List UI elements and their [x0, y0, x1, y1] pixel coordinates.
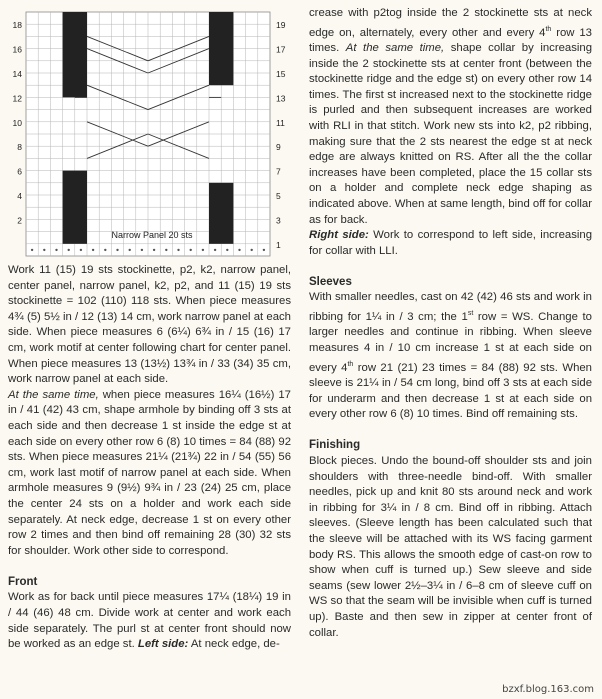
front-cont-1b: row 13 times. [309, 26, 592, 54]
back-intro-text: Work 11 (15) 19 sts stockinette, p2, k2, narrow panel, center panel, narrow panel, k2, p2, and 11 (15) 19 sts stockinette = 102 (110) 118 sts. When piece measures 4¾ (5) 5½ in / 12 (13) 14 cm, work narrow panel at each side. When piece measures 6 (6¼) 6¾ in / 15 (16) 17 cm, work motif at center following chart for center panel. When piece measures 13 (13½) 13¾ in / 33 (34) 35 cm, work narrow panel at each side. [8, 264, 291, 386]
sleeves-text-a: With smaller needles, cast on 42 (42) 46 sts and work in ribbing for 1¼ in / 3 cm; the 1 [309, 291, 592, 323]
row-number-left: 2 [17, 215, 22, 226]
right-column [309, 6, 592, 641]
left-side-label: Left side: [137, 638, 189, 651]
sleeves-heading: Sleeves [309, 275, 352, 288]
front-continued [309, 6, 592, 228]
row-number-right: 3 [276, 215, 281, 226]
sleeves-text-c: row 21 (21) 23 times = 84 (88) 92 sts. When sleeve is 21¼ in / 54 cm long, bind off 3 sts at each side for underarm and then decrease 1 st at each side on every other row 6 (8) 10 times. Bind off remaining sts. [309, 361, 592, 421]
row-number-left: 4 [17, 191, 22, 201]
purl-dot [238, 249, 240, 251]
back-instructions [8, 263, 291, 388]
row-number-right: 1 [276, 239, 281, 250]
purl-dot [251, 249, 253, 251]
left-column [8, 263, 291, 653]
row-number-right: 9 [276, 142, 281, 153]
purl-dot [226, 249, 228, 251]
row-number-right: 13 [276, 93, 286, 104]
row-number-right: 11 [276, 117, 285, 128]
armhole-instructions [8, 388, 291, 560]
finishing-heading: Finishing [309, 439, 361, 452]
purl-dot [190, 249, 192, 251]
purl-dot [177, 249, 179, 251]
purl-dot [141, 249, 143, 251]
purl-dot [263, 249, 265, 251]
collar-text: shape collar by increasing inside the 2 stockinette sts at center front (between the stockinette ridge and the edge st) on every other row 14 times. The first st increased next to the stockinette ridge is purled and then subsequent increases are worked with RLI in that stitch. Work new sts into k2, p2 ribbing, making sure that the 2 sts nearest the edge st at neck edge are always knitted on RS. After all the the collar increases have been completed, place the 15 collar sts on a holder and complete neck edge shaping as indicated above. When at same length, bind off for collar as for back. [309, 41, 593, 226]
purl-dot [116, 249, 118, 251]
same-time-label: At the same time, [8, 388, 99, 401]
left-side-text: At neck edge, de- [188, 638, 280, 651]
right-side-label: Right side: [309, 229, 369, 242]
superscript-st: st [467, 310, 474, 318]
same-time-label-2: At the same time, [345, 41, 445, 54]
cable-block [63, 12, 87, 97]
purl-dot [202, 249, 204, 251]
purl-dot [153, 249, 155, 251]
purl-dot [43, 249, 45, 251]
row-number-left: 16 [12, 44, 22, 55]
purl-dot [92, 249, 94, 251]
cable-block [209, 12, 233, 85]
front-cont-1: crease with p2tog inside the 2 stockinette sts at neck edge on, alternately, every other and every 4 [309, 7, 592, 39]
row-number-left: 6 [17, 166, 22, 177]
purl-dot [104, 249, 106, 251]
superscript-th: th [545, 25, 552, 33]
row-number-right: 15 [276, 69, 286, 79]
right-side-text: Work to correspond to left side, increasing for collar with LLI. [309, 229, 593, 257]
sleeves-text-b: row = WS. Change to larger needles and continue in ribbing. When sleeve measures 4 in / 10 cm increase 1 st at each side on every 4 [309, 310, 592, 374]
chart-caption: Narrow Panel 20 sts [111, 230, 193, 240]
purl-dot [165, 249, 167, 251]
row-number-left: 8 [17, 142, 22, 153]
front-text: Work as for back until piece measures 17¼ (18¼) 19 in / 44 (46) 48 cm. Divide work at center and work each side separately. The purl st at center front should now be worked as an edge st. [8, 591, 291, 651]
row-number-left: 12 [12, 93, 22, 104]
purl-dot [129, 249, 131, 251]
row-number-left: 10 [12, 117, 22, 128]
purl-dot [214, 249, 216, 251]
row-number-right: 17 [276, 44, 286, 55]
row-number-right: 7 [276, 166, 281, 177]
right-side-instructions [309, 228, 592, 259]
purl-dot [80, 249, 82, 251]
front-instructions [8, 590, 291, 652]
armhole-text: when piece measures 16¼ (16½) 17 in / 41 (42) 43 cm, shape armhole by binding off 3 sts at each side and then decrease 1 st inside the edge st at each side on every other row 6 (8) 10 times = 84 (88) 92 sts. When piece measures 21¼ (21¾) 22 in / 54 (55) 56 cm, work last motif of narrow panel at each side. When armhole measures 9 (9½) 9¾ in / 23 (24) 25 cm, place the center 24 sts on a holder and work each side separately. At neck edge, decrease 1 st on every other row 2 times and then bind off remaining 28 (30) 32 sts for shoulder. Work other side to correspond. [8, 388, 291, 557]
row-number-right: 5 [276, 191, 281, 201]
superscript-th-2: th [347, 360, 354, 368]
purl-dot [31, 249, 33, 251]
finishing-text: Block pieces. Undo the bound-off shoulder sts and join shoulders with three-needle bind-off. With smaller needles, pick up and knit 80 sts around neck and work in ribbing for 3¼ in / 8 cm. Bind off in ribbing. Attach sleeves. (Sleeve length has been calculated such that the sleeve will be attached with its WS facing garment body RS. This allows the smooth edge of cast-on row to show when cuff is turned up.) Sew sleeve and side seams (sew lower 2½–3¼ in / 6–8 cm of sleeve cuff on WS so that the seam will be invisible when cuff is turned up). Baste and then sew in zipper at center front of collar. [309, 454, 592, 639]
narrow-panel-chart [4, 6, 300, 250]
row-number-right: 19 [276, 20, 286, 31]
purl-dot [55, 249, 57, 251]
front-heading: Front [8, 575, 38, 588]
finishing-instructions [309, 454, 592, 641]
purl-dot [68, 249, 70, 251]
row-number-left: 14 [12, 69, 22, 79]
row-number-left: 18 [12, 20, 22, 31]
watermark: bzxf.blog.163.com [502, 684, 594, 695]
sleeves-instructions [309, 290, 592, 422]
